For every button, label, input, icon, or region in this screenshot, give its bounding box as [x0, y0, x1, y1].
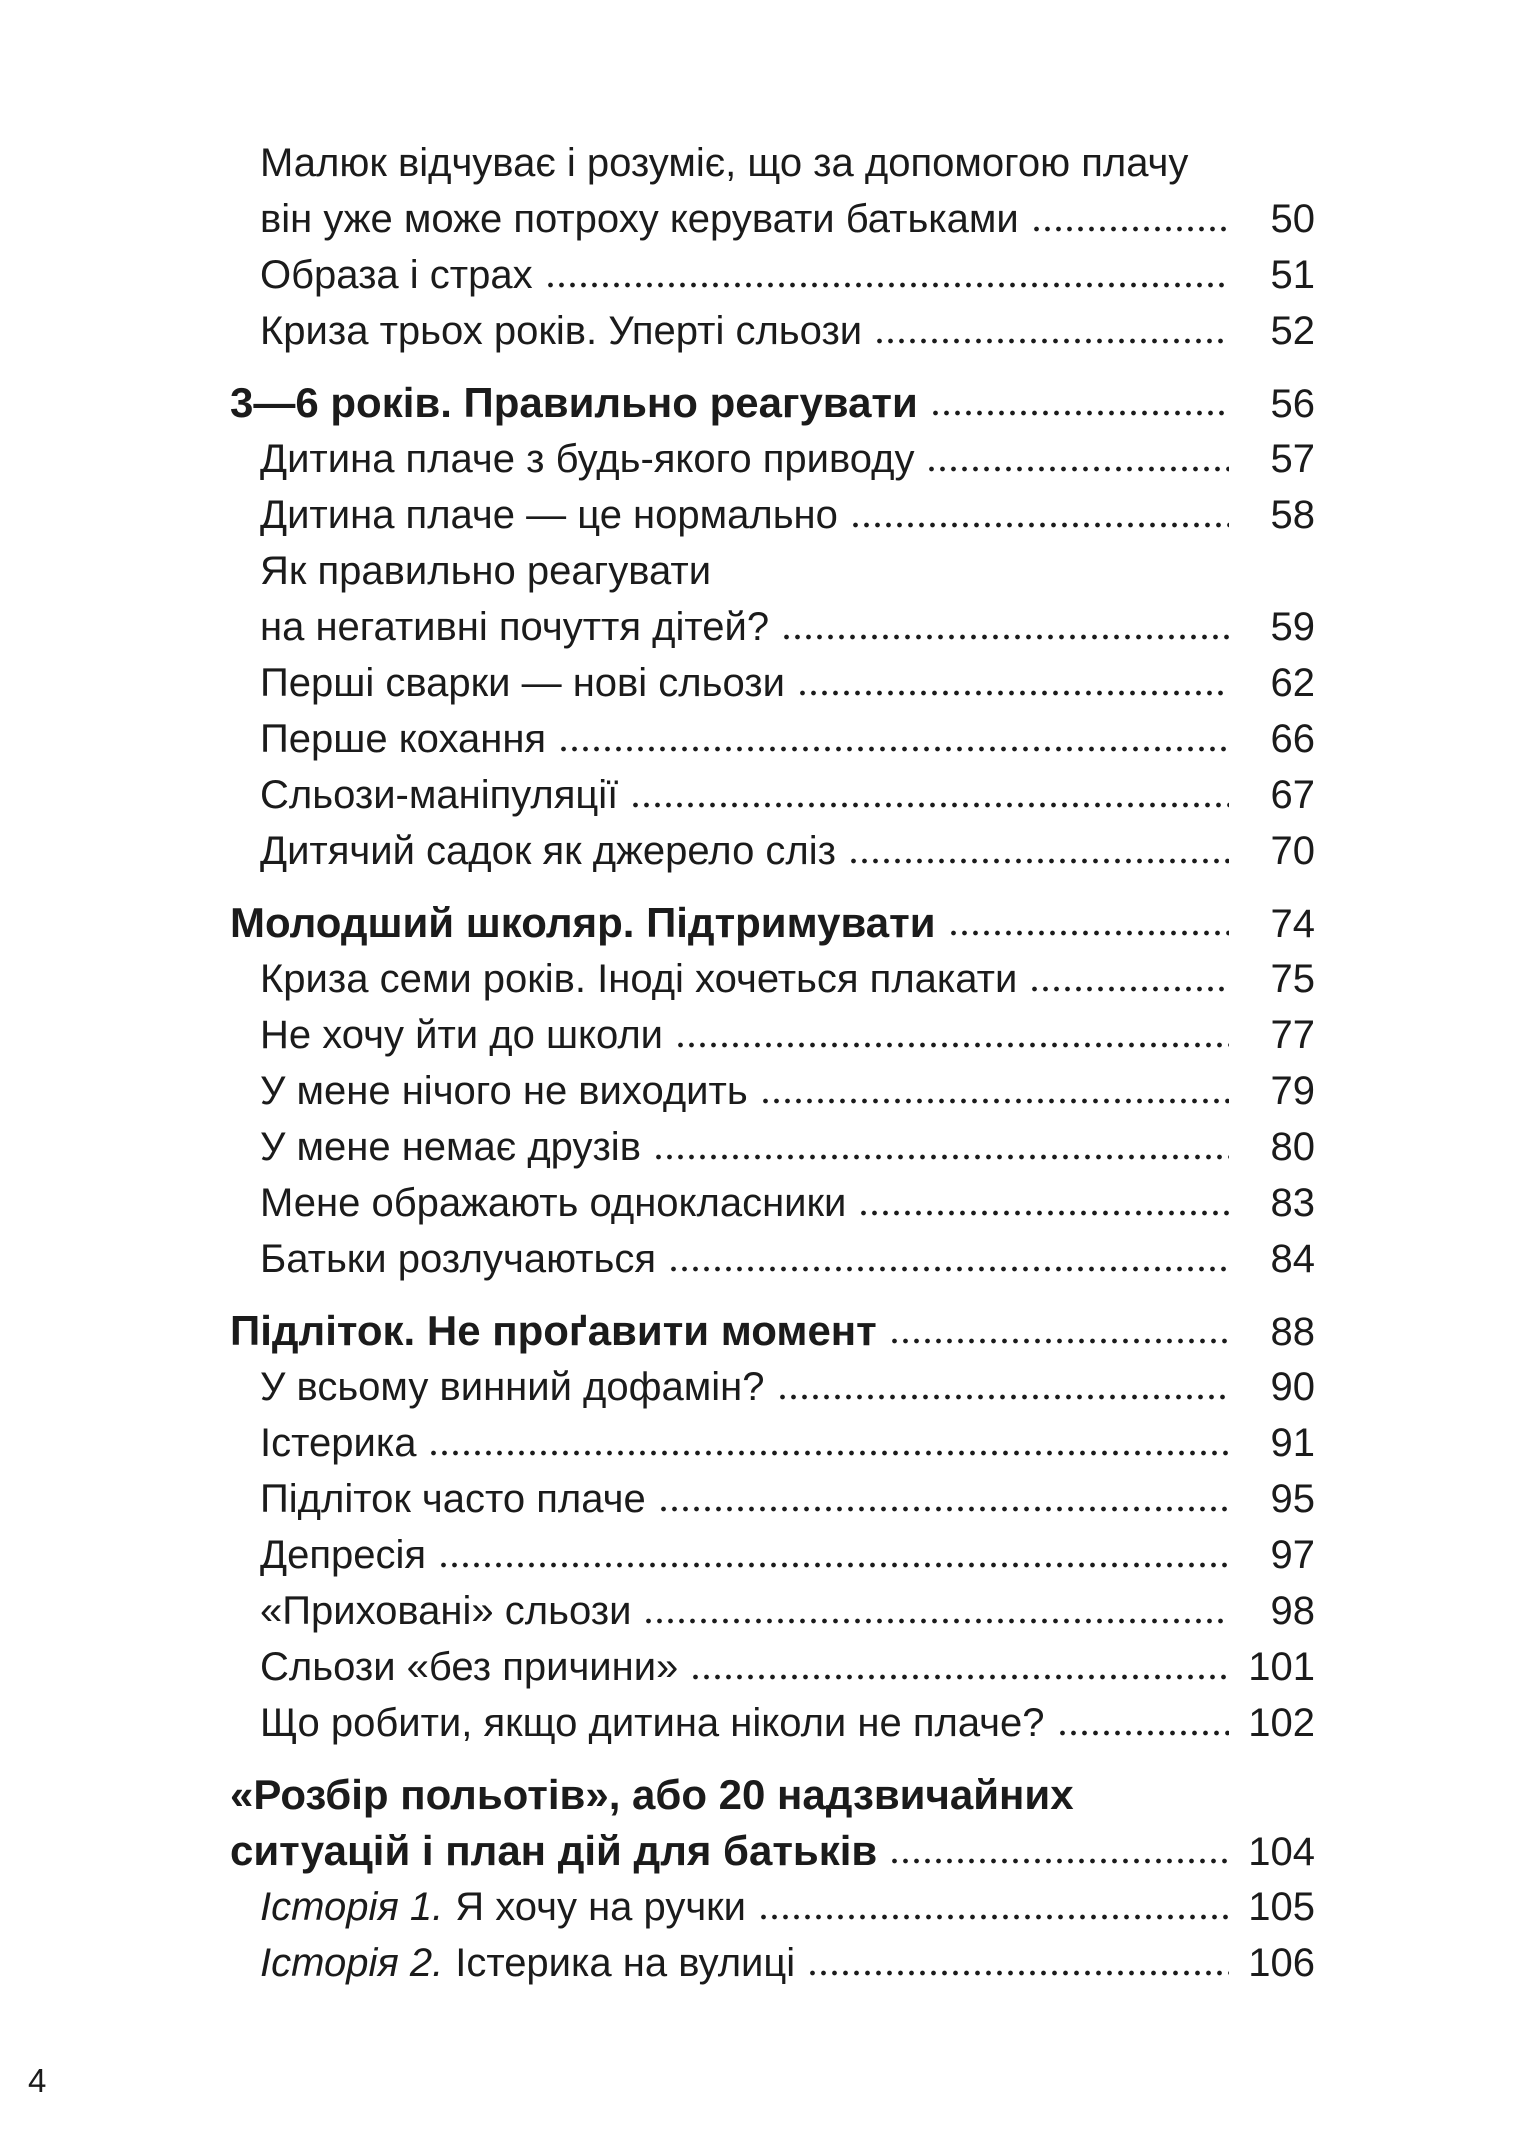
toc-entry-line: [230, 1935, 1315, 1991]
dot-leader: [630, 767, 1229, 823]
entry-title: Мене ображають однокласники: [260, 1181, 847, 1225]
entry-title: Перше кохання: [260, 717, 547, 761]
story-label: Історія 1.: [260, 1885, 444, 1929]
toc-entry-line: [230, 1639, 1315, 1695]
page-number: 102: [1248, 1701, 1315, 1745]
dot-leader: [848, 823, 1229, 879]
story-label: Історія 2.: [260, 1941, 444, 1985]
page-number: 101: [1248, 1645, 1315, 1689]
dot-leader: [1031, 191, 1229, 247]
dot-leader: [558, 711, 1229, 767]
table-of-contents: [230, 135, 1315, 1991]
entry-title: він уже може потроху керувати батьками: [260, 197, 1019, 241]
dot-leader: [797, 655, 1229, 711]
toc-entry-line: [230, 1583, 1315, 1639]
entry-title: У мене нічого не виходить: [260, 1069, 748, 1113]
dot-leader: [889, 1823, 1229, 1879]
entry-title: Що робити, якщо дитина ніколи не плаче?: [260, 1701, 1045, 1745]
dot-leader: [948, 895, 1229, 951]
toc-entry-line: [230, 895, 1315, 951]
entry-title: ситуацій і план дій для батьків: [230, 1827, 878, 1874]
entry-title: Як правильно реагувати: [260, 549, 712, 593]
dot-leader: [858, 1175, 1229, 1231]
dot-leader: [428, 1415, 1229, 1471]
dot-leader: [438, 1527, 1229, 1583]
page-number: 67: [1270, 773, 1315, 817]
page-number: 75: [1270, 957, 1315, 1001]
page-number: 74: [1270, 902, 1315, 946]
page-number: 91: [1270, 1421, 1315, 1465]
dot-leader: [1029, 951, 1229, 1007]
toc-entry-line: [230, 951, 1315, 1007]
page-number: 105: [1248, 1885, 1315, 1929]
toc-entry-line: [230, 1063, 1315, 1119]
dot-leader: [545, 247, 1229, 303]
entry-title: Дитячий садок як джерело сліз: [260, 829, 836, 873]
dot-leader: [758, 1879, 1229, 1935]
toc-entry-line: [230, 303, 1315, 359]
entry-title: Криза трьох років. Уперті сльози: [260, 309, 863, 353]
page-number: 50: [1270, 197, 1315, 241]
entry-title: Не хочу йти до школи: [260, 1013, 664, 1057]
entry-title: на негативні почуття дітей?: [260, 605, 770, 649]
dot-leader: [926, 431, 1229, 487]
page-number: 88: [1270, 1310, 1315, 1354]
dot-leader: [781, 599, 1229, 655]
toc-entry-line: [230, 711, 1315, 767]
dot-leader: [874, 303, 1229, 359]
toc-entry-line: [230, 431, 1315, 487]
entry-title: Підліток часто плаче: [260, 1477, 646, 1521]
entry-title: Я хочу на ручки: [455, 1885, 747, 1929]
page-number: 106: [1248, 1941, 1315, 1985]
toc-entry-line: [230, 1527, 1315, 1583]
toc-entry-line: [230, 1175, 1315, 1231]
entry-title: У всьому винний дофамін?: [260, 1365, 765, 1409]
entry-title: Депресія: [260, 1533, 427, 1577]
toc-entry-line: [230, 375, 1315, 431]
entry-title: «Розбір польотів», або 20 надзвичайних: [230, 1771, 1074, 1818]
page-number: 83: [1270, 1181, 1315, 1225]
toc-entry-line: [230, 543, 1315, 599]
entry-title: Криза семи років. Іноді хочеться плакати: [260, 957, 1018, 1001]
dot-leader: [653, 1119, 1229, 1175]
dot-leader: [658, 1471, 1229, 1527]
page-number: 97: [1270, 1533, 1315, 1577]
entry-title: Підліток. Не проґавити момент: [230, 1307, 877, 1354]
page-number: 104: [1248, 1830, 1315, 1874]
toc-entry-line: [230, 1879, 1315, 1935]
toc-entry-line: [230, 1119, 1315, 1175]
toc-entry-line: [230, 191, 1315, 247]
page-number: 84: [1270, 1237, 1315, 1281]
entry-title: Істерика: [260, 1421, 417, 1465]
toc-entry-line: [230, 655, 1315, 711]
entry-title: 3—6 років. Правильно реагувати: [230, 379, 918, 426]
page-number: 77: [1270, 1013, 1315, 1057]
page-number: 79: [1270, 1069, 1315, 1113]
toc-entry-line: [230, 1471, 1315, 1527]
page-number: 56: [1270, 382, 1315, 426]
dot-leader: [690, 1639, 1229, 1695]
toc-entry-line: [230, 1007, 1315, 1063]
page-number: 90: [1270, 1365, 1315, 1409]
toc-entry-line: [230, 823, 1315, 879]
toc-entry-line: [230, 247, 1315, 303]
page-number: 51: [1270, 253, 1315, 297]
entry-title: Істерика на вулиці: [455, 1941, 796, 1985]
footer-page-number: 4: [28, 2062, 47, 2099]
dot-leader: [760, 1063, 1229, 1119]
page-number: 52: [1270, 309, 1315, 353]
toc-entry-line: [230, 599, 1315, 655]
entry-title: Батьки розлучаються: [260, 1237, 657, 1281]
toc-entry-line: [230, 1695, 1315, 1751]
page-number: 80: [1270, 1125, 1315, 1169]
entry-title: Малюк відчуває і розуміє, що за допомогою плачу: [260, 141, 1189, 185]
toc-entry-line: [230, 1359, 1315, 1415]
toc-entry-line: [230, 1823, 1315, 1879]
page-number: 57: [1270, 437, 1315, 481]
toc-entry-line: [230, 1303, 1315, 1359]
toc-entry-line: [230, 1415, 1315, 1471]
page-number: 98: [1270, 1589, 1315, 1633]
dot-leader: [850, 487, 1229, 543]
entry-title: «Приховані» сльози: [260, 1589, 632, 1633]
entry-title: У мене немає друзів: [260, 1125, 641, 1169]
toc-entry-line: [230, 1767, 1315, 1823]
toc-entry-line: [230, 1231, 1315, 1287]
dot-leader: [1057, 1695, 1229, 1751]
dot-leader: [675, 1007, 1229, 1063]
page-number: 58: [1270, 493, 1315, 537]
dot-leader: [930, 375, 1229, 431]
dot-leader: [807, 1935, 1229, 1991]
dot-leader: [668, 1231, 1229, 1287]
page-number: 66: [1270, 717, 1315, 761]
entry-title: Дитина плаче — це нормально: [260, 493, 838, 537]
page-number: 95: [1270, 1477, 1315, 1521]
dot-leader: [777, 1359, 1229, 1415]
dot-leader: [643, 1583, 1229, 1639]
page-number: 62: [1270, 661, 1315, 705]
toc-entry-line: [230, 135, 1315, 191]
entry-title: Перші сварки — нові сльози: [260, 661, 785, 705]
entry-title: Образа і страх: [260, 253, 533, 297]
entry-title: Сльози «без причини»: [260, 1645, 679, 1689]
toc-entry-line: [230, 767, 1315, 823]
entry-title: Сльози-маніпуляції: [260, 773, 619, 817]
entry-title: Дитина плаче з будь-якого приводу: [260, 437, 915, 481]
page-number: 59: [1270, 605, 1315, 649]
page-number: 70: [1270, 829, 1315, 873]
toc-entry-line: [230, 487, 1315, 543]
entry-title: Молодший школяр. Підтримувати: [230, 899, 936, 946]
dot-leader: [889, 1303, 1229, 1359]
